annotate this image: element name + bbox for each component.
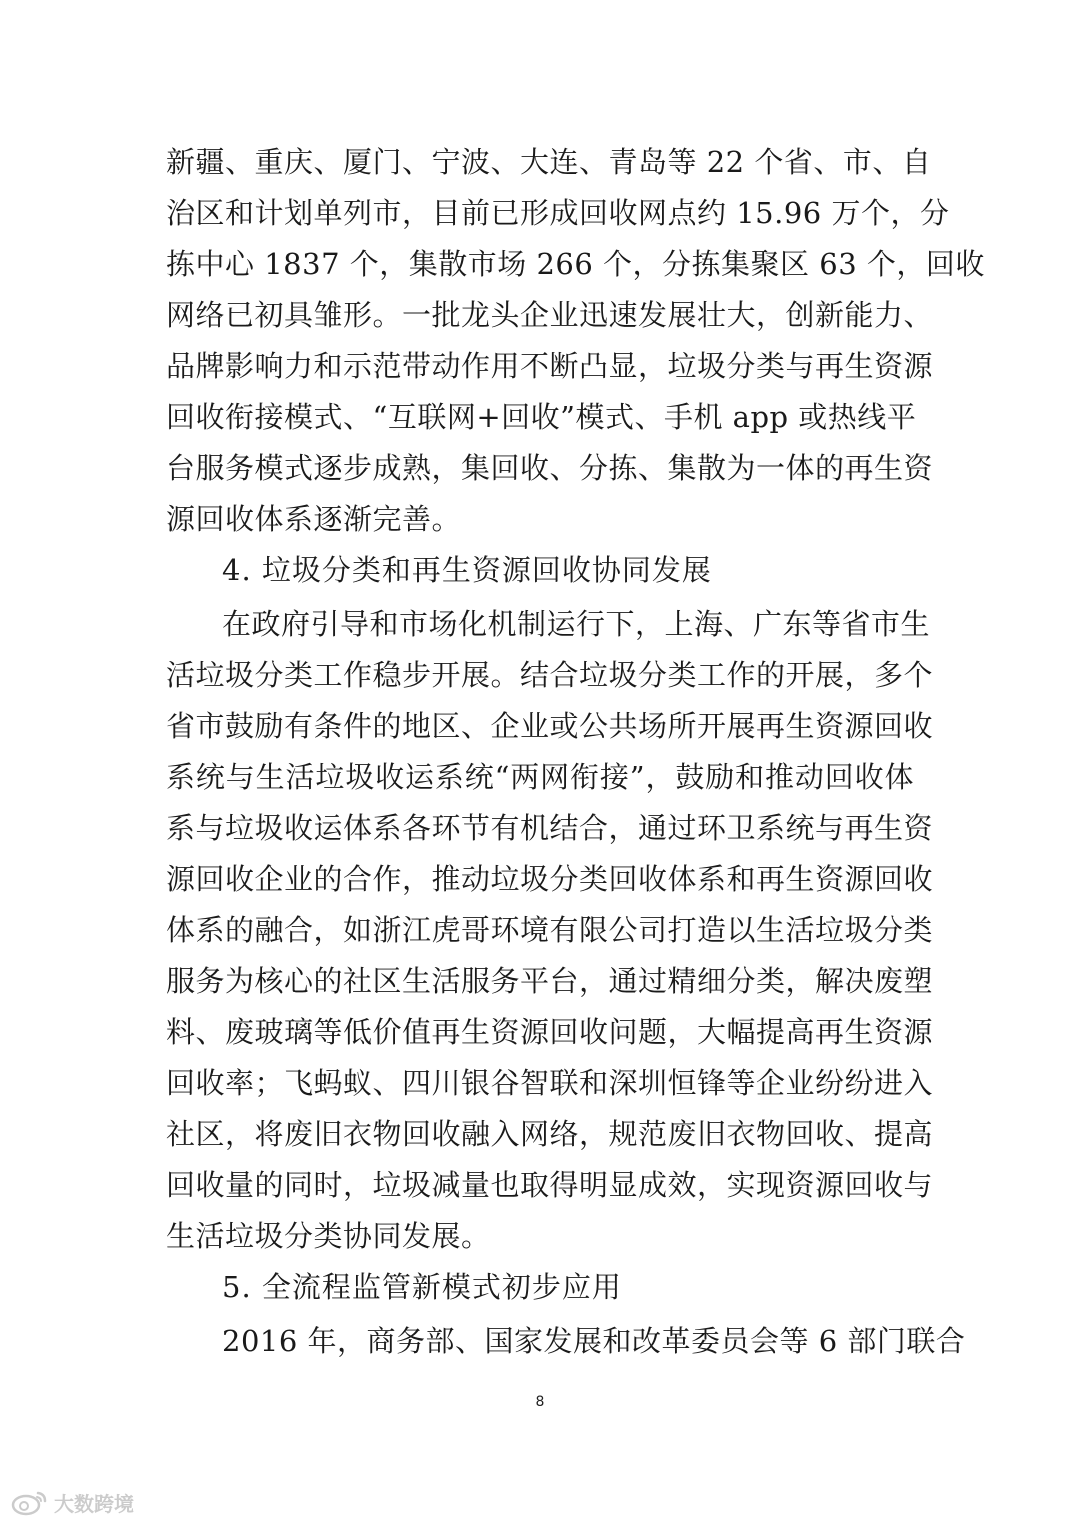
paragraph-line: 社区，将废旧衣物回收融入网络，规范废旧衣物回收、提高 xyxy=(166,1117,934,1151)
paragraph-line: 服务为核心的社区生活服务平台，通过精细分类，解决废塑 xyxy=(166,964,934,998)
paragraph-line: 活垃圾分类工作稳步开展。结合垃圾分类工作的开展，多个 xyxy=(166,658,934,692)
section-heading: 5. 全流程监管新模式初步应用 xyxy=(222,1270,622,1304)
paragraph-line: 回收衔接模式、“互联网+回收”模式、手机 app 或热线平 xyxy=(166,400,917,434)
paragraph-line: 治区和计划单列市，目前已形成回收网点约 15.96 万个，分 xyxy=(166,196,950,230)
paragraph-line: 拣中心 1837 个，集散市场 266 个，分拣集聚区 63 个，回收 xyxy=(166,247,985,281)
paragraph-line: 系与垃圾收运体系各环节有机结合，通过环卫系统与再生资 xyxy=(166,811,934,845)
paragraph-line: 源回收企业的合作，推动垃圾分类回收体系和再生资源回收 xyxy=(166,862,934,896)
weibo-eye-icon xyxy=(10,1489,50,1517)
paragraph-line: 系统与生活垃圾收运系统“两网衔接”，鼓励和推动回收体 xyxy=(166,760,914,794)
paragraph-line: 生活垃圾分类协同发展。 xyxy=(166,1219,491,1253)
paragraph-line: 台服务模式逐步成熟，集回收、分拣、集散为一体的再生资 xyxy=(166,451,934,485)
paragraph-line: 体系的融合，如浙江虎哥环境有限公司打造以生活垃圾分类 xyxy=(166,913,934,947)
page-number: 8 xyxy=(535,1394,545,1410)
paragraph-line: 省市鼓励有条件的地区、企业或公共场所开展再生资源回收 xyxy=(166,709,934,743)
paragraph-line: 料、废玻璃等低价值再生资源回收问题，大幅提高再生资源 xyxy=(166,1015,934,1049)
watermark xyxy=(10,1488,134,1517)
paragraph-line: 源回收体系逐渐完善。 xyxy=(166,502,462,536)
watermark-text: 大数跨境 xyxy=(54,1492,134,1516)
paragraph-line: 回收率；飞蚂蚁、四川银谷智联和深圳恒锋等企业纷纷进入 xyxy=(166,1066,934,1100)
paragraph-line: 2016 年，商务部、国家发展和改革委员会等 6 部门联合 xyxy=(222,1324,966,1358)
paragraph-line: 品牌影响力和示范带动作用不断凸显，垃圾分类与再生资源 xyxy=(166,349,934,383)
paragraph-line: 网络已初具雏形。一批龙头企业迅速发展壮大，创新能力、 xyxy=(166,298,934,332)
section-heading: 4. 垃圾分类和再生资源回收协同发展 xyxy=(222,553,712,587)
paragraph-line: 回收量的同时，垃圾减量也取得明显成效，实现资源回收与 xyxy=(166,1168,934,1202)
paragraph-line: 新疆、重庆、厦门、宁波、大连、青岛等 22 个省、市、自 xyxy=(166,145,932,179)
paragraph-line: 在政府引导和市场化机制运行下，上海、广东等省市生 xyxy=(222,607,931,641)
